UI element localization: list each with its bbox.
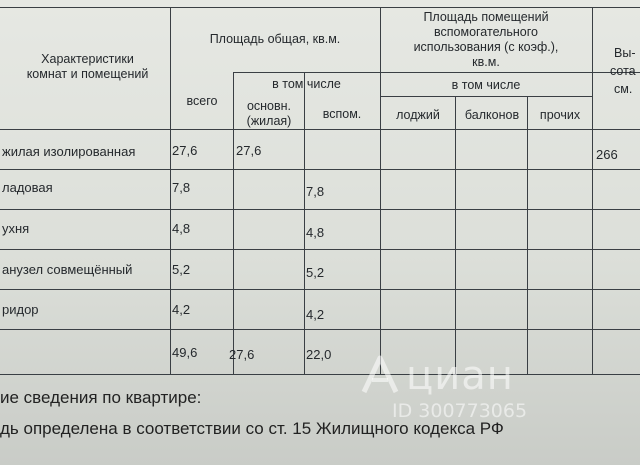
- table-col-7: [592, 7, 593, 374]
- row-1-total: 27,6: [172, 143, 198, 158]
- row-total-total: 49,6: [172, 345, 198, 360]
- row-5-total: 4,2: [172, 302, 191, 317]
- table-rule-row-2: [0, 209, 640, 210]
- header-including: в том числе: [272, 77, 341, 91]
- table-rule-row-1: [0, 169, 640, 170]
- row-1-height: 266: [596, 147, 618, 162]
- table-rule-header-mid-2: [380, 96, 592, 97]
- header-height-line1: Вы-: [614, 46, 636, 60]
- header-total: всего: [186, 94, 218, 108]
- table-rule-row-3: [0, 249, 640, 250]
- header-main-line2: (жилая): [246, 114, 292, 128]
- table-rule-row-4: [0, 289, 640, 290]
- table-col-3: [304, 72, 305, 374]
- header-characteristics-line2: комнат и помещений: [26, 67, 149, 81]
- header-aux-area-line3: использования (с коэф.),: [413, 40, 559, 54]
- header-including-aux: в том числе: [451, 78, 521, 92]
- header-aux: вспом.: [322, 107, 362, 121]
- header-aux-area-line2: вспомогательного: [434, 25, 538, 39]
- row-total-main: 27,6: [229, 347, 255, 362]
- row-2-aux: 7,8: [306, 184, 325, 199]
- row-2-total: 7,8: [172, 180, 191, 195]
- row-2-name: ладовая: [2, 180, 53, 195]
- cian-logo-icon: [358, 352, 402, 396]
- row-total-aux: 22,0: [306, 347, 332, 362]
- row-4-total: 5,2: [172, 262, 191, 277]
- table-col-5: [455, 96, 456, 374]
- table-rule-header-bottom: [0, 129, 640, 130]
- row-4-aux: 5,2: [306, 265, 325, 280]
- row-1-main: 27,6: [236, 143, 262, 158]
- table-rule-row-5: [0, 329, 640, 330]
- header-loggias: лоджий: [396, 108, 440, 122]
- header-aux-area-line4: кв.м.: [472, 55, 500, 69]
- row-4-name: анузел совмещённый: [2, 262, 133, 277]
- table-col-2: [233, 72, 234, 374]
- header-other: прочих: [539, 108, 581, 122]
- row-3-name: ухня: [2, 221, 30, 236]
- row-5-name: ридор: [2, 302, 39, 317]
- header-total-area: Площадь общая, кв.м.: [209, 32, 341, 46]
- watermark-brand: циан: [406, 353, 514, 399]
- table-col-1: [170, 7, 171, 374]
- header-balconies: балконов: [464, 108, 520, 122]
- row-5-aux: 4,2: [306, 307, 325, 322]
- table-rule-bottom: [0, 374, 640, 375]
- row-3-total: 4,8: [172, 221, 191, 236]
- header-main-line1: основн.: [246, 99, 292, 113]
- table-col-6: [527, 96, 528, 374]
- row-1-name: жилая изолированная: [2, 144, 136, 159]
- row-3-aux: 4,8: [306, 225, 325, 240]
- table-rule-top: [0, 7, 640, 8]
- header-characteristics-line1: Характеристики: [41, 52, 134, 66]
- watermark-id: ID 300773065: [392, 400, 528, 422]
- table-rule-header-mid: [233, 72, 640, 73]
- header-height-line3: см.: [614, 82, 633, 96]
- header-aux-area-line1: Площадь помещений: [423, 10, 549, 24]
- footer-line-2: дь определена в соответствии со ст. 15 Жилищного кодекса РФ: [0, 419, 504, 438]
- footer-line-1: ие сведения по квартире:: [0, 388, 202, 407]
- table-col-4: [380, 7, 381, 374]
- header-height-line2: сота: [610, 64, 636, 78]
